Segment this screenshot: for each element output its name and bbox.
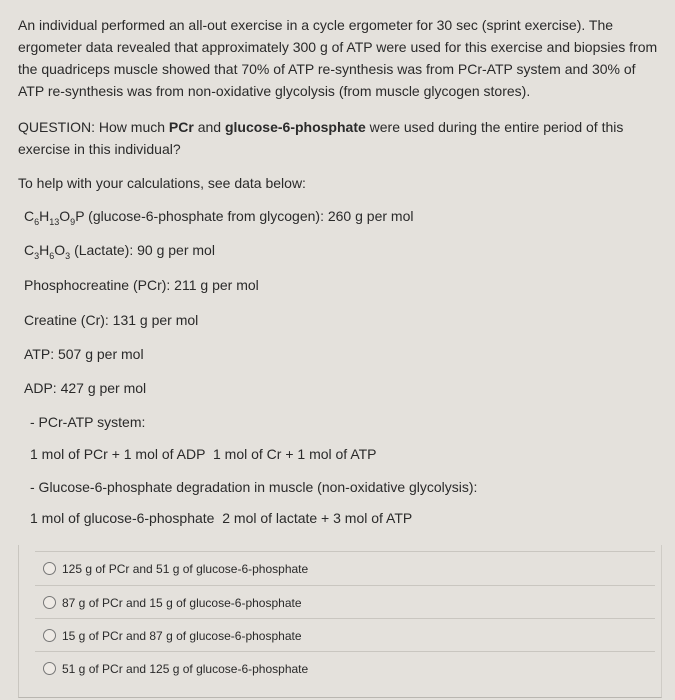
g6p-text: (glucose-6-phosphate from glycogen): 260 g per mol [84,208,414,224]
f: 3 [65,250,71,261]
f: 6 [34,216,40,227]
option-label[interactable]: 125 g of PCr and 51 g of glucose-6-phosphate [62,561,309,576]
radio-button[interactable] [43,596,56,609]
data-item: ATP: 507 g per mol [24,346,144,362]
f: O [54,242,66,258]
f: C [24,208,35,224]
f: 9 [70,216,76,227]
data-item: - Glucose-6-phosphate degradation in muscle (non-oxidative glycolysis): [30,479,478,495]
f: H [39,208,50,224]
data-item: 1 mol of PCr + 1 mol of ADP 1 mol of Cr + 1 mol of ATP [30,446,377,462]
lactate-text: (Lactate): 90 g per mol [70,242,215,258]
f: 3 [34,250,40,261]
f: 6 [49,250,55,261]
question-bold-pcr: PCr [168,119,194,135]
data-item: Creatine (Cr): 131 g per mol [24,312,199,328]
help-text: To help with your calculations, see data below: [18,175,306,191]
question-mid: and [193,119,225,135]
f: C [24,242,35,258]
data-item: 1 mol of glucose-6-phosphate 2 mol of lactate + 3 mol of ATP [30,510,413,526]
data-item: ADP: 427 g per mol [24,380,147,396]
radio-button[interactable] [43,629,56,642]
data-item: - PCr-ATP system: [30,414,146,430]
f: O [59,208,71,224]
question-suffix: were used during the entire period of this exercise in this individual? [18,119,624,157]
f: H [39,242,50,258]
option-label[interactable]: 51 g of PCr and 125 g of glucose-6-phosphate [62,661,309,676]
question-bold-g6p: glucose-6-phosphate [224,119,366,135]
data-g6p [24,208,413,227]
question-text [18,116,648,160]
radio-button[interactable] [43,662,56,675]
answer-options [18,545,662,698]
question-prefix: QUESTION: How much [18,119,169,135]
option-label[interactable]: 15 g of PCr and 87 g of glucose-6-phosphate [62,628,302,643]
f: 13 [49,216,60,227]
answer-option[interactable] [35,651,655,685]
problem-statement: An individual performed an all-out exercise in a cycle ergometer for 30 sec (sprint exercise). The ergometer data revealed that approximately 300 g of ATP were used for this exercise and biopsies from the quadriceps muscle showed that 70% of ATP re-synthesis was from PCr-ATP system and 30% of ATP re-synthesis was from non-oxidative glycolysis (from muscle glycogen stores). [18,17,658,99]
data-item: Phosphocreatine (PCr): 211 g per mol [24,277,259,293]
radio-button[interactable] [43,562,56,575]
option-label[interactable]: 87 g of PCr and 15 g of glucose-6-phosphate [62,595,302,610]
f: P [75,208,85,224]
answer-option[interactable] [35,585,655,619]
answer-option[interactable] [35,551,655,585]
answer-option[interactable] [35,618,655,652]
data-lactate [24,242,215,261]
